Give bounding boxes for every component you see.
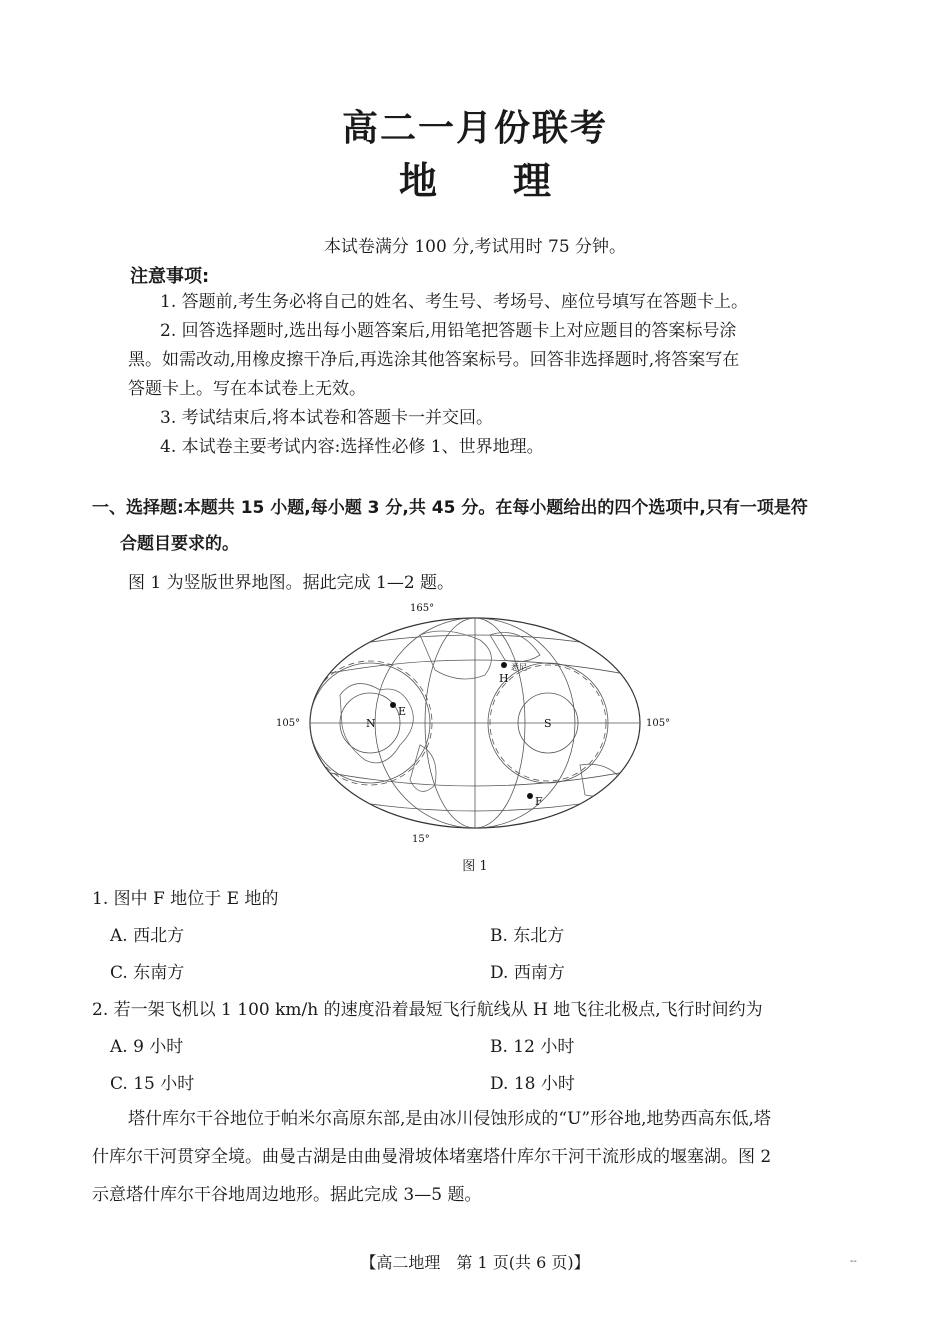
note-item: 黑。如需改动,用橡皮擦干净后,再选涂其他答案标号。回答非选择题时,将答案写在 (128, 350, 740, 370)
option: B. 东北方 (490, 926, 565, 946)
point-f (527, 793, 533, 799)
note-item: 答题卡上。写在本试卷上无效。 (128, 379, 366, 399)
passage-line: 塔什库尔干谷地位于帕米尔高原东部,是由冰川侵蚀形成的“U”形谷地,地势西高东低,塔 (128, 1109, 771, 1129)
subject-char-1: 地 (398, 159, 437, 203)
corner-mark: -- (850, 1256, 857, 1267)
note-item: 2. 回答选择题时,选出每小题答案后,用铅笔把答题卡上对应题目的答案标号涂 (160, 321, 737, 341)
subject-char-2: 理 (513, 159, 552, 203)
passage-line: 什库尔干河贯穿全境。曲曼古湖是由曲曼滑坡体堵塞塔什库尔干河干流形成的堰塞湖。图 2 (92, 1147, 772, 1167)
option: D. 18 小时 (490, 1074, 575, 1094)
world-map-figure (270, 595, 680, 850)
section-line-1: 一、选择题:本题共 15 小题,每小题 3 分,共 45 分。在每小题给出的四个选项中,只有一项是符 (92, 498, 808, 518)
option: C. 15 小时 (110, 1074, 195, 1094)
note-item: 4. 本试卷主要考试内容:选择性必修 1、世界地理。 (160, 437, 544, 457)
note-item: 3. 考试结束后,将本试卷和答题卡一并交回。 (160, 408, 494, 428)
point-h (501, 662, 507, 668)
passage-line: 示意塔什库尔干谷地周边地形。据此完成 3—5 题。 (92, 1185, 482, 1205)
notes-heading: 注意事项: (130, 266, 210, 287)
label-left-longitude: 105° (276, 718, 301, 729)
figure-intro: 图 1 为竖版世界地图。据此完成 1—2 题。 (128, 573, 455, 593)
exam-intro: 本试卷满分 100 分,考试用时 75 分钟。 (323, 237, 627, 257)
label-north-pole: N (366, 717, 376, 730)
label-e: E (398, 705, 407, 718)
subject-title (0, 150, 950, 205)
note-item: 1. 答题前,考生务必将自己的姓名、考生号、考场号、座位号填写在答题卡上。 (160, 292, 749, 312)
page-footer: 【高二地理 第 1 页(共 6 页)】 (360, 1253, 590, 1272)
exam-title: 高二一月份联考 (341, 108, 608, 149)
label-south-pole: S (544, 717, 552, 730)
section-line-2: 合题目要求的。 (120, 534, 239, 554)
option: B. 12 小时 (490, 1037, 575, 1057)
section-heading (92, 490, 872, 562)
point-e (390, 702, 396, 708)
option: C. 东南方 (110, 963, 185, 983)
option: D. 西南方 (490, 963, 565, 983)
question-stem: 2. 若一架飞机以 1 100 km/h 的速度沿着最短飞行航线从 H 地飞往北极点,飞行时间约为 (92, 1000, 763, 1020)
figure-caption: 图 1 (462, 859, 488, 874)
label-top-longitude: 165° (410, 603, 435, 614)
label-bottom-longitude: 15° (412, 834, 430, 845)
option: A. 9 小时 (110, 1037, 184, 1057)
label-right-longitude: 105° (646, 718, 671, 729)
label-city: 悉尼 (511, 663, 527, 672)
label-f: F (535, 795, 543, 808)
question-stem: 1. 图中 F 地位于 E 地的 (92, 889, 279, 909)
label-h: H (499, 672, 509, 685)
option: A. 西北方 (110, 926, 185, 946)
